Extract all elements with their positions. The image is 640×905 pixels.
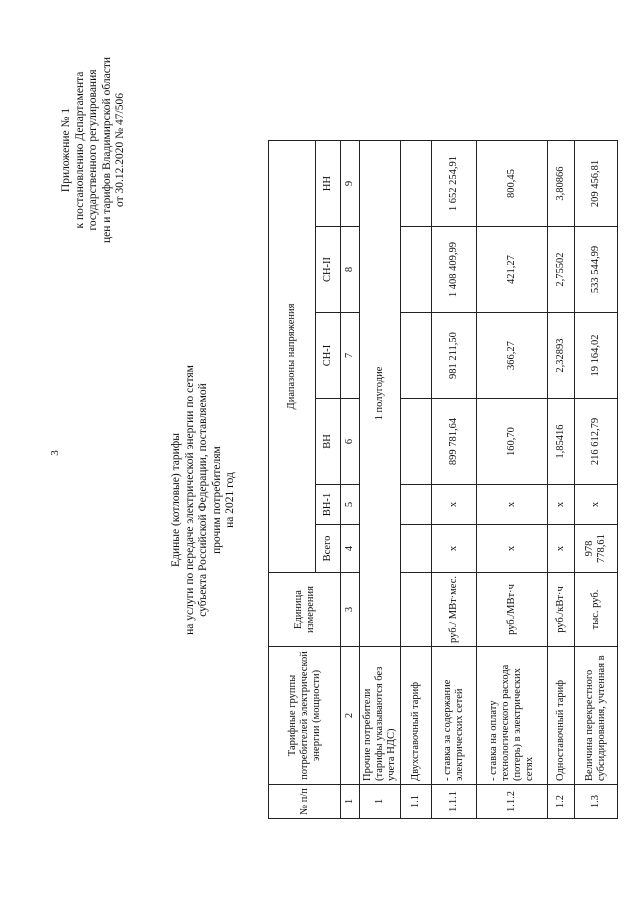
value-cell: 981 211,50	[432, 313, 477, 399]
empty-cell	[401, 313, 432, 399]
title-line: прочим потребителям	[210, 446, 223, 554]
header-ranges: Диапазоны напряжения	[269, 141, 316, 573]
value-cell: 216 612,79	[575, 399, 618, 485]
empty-cell	[401, 141, 432, 227]
empty-cell	[401, 399, 432, 485]
value-cell: 160,70	[477, 399, 548, 485]
value-cell: x	[548, 525, 575, 573]
page-number: 3	[48, 450, 61, 456]
appendix-line: Приложение № 1	[60, 107, 72, 193]
value-cell: x	[477, 525, 548, 573]
value-cell: x	[575, 485, 618, 525]
table-row	[548, 141, 575, 819]
value-cell: 978 778,61	[575, 525, 618, 573]
header-unit: Единица измерения	[269, 573, 341, 647]
table-row	[401, 141, 432, 819]
appendix-line: к постановлению Департамента	[73, 71, 86, 229]
title-line: Единые (котловые) тарифы	[170, 433, 182, 567]
title-line: на 2021 год	[224, 472, 236, 528]
value-cell: 1 408 409,99	[432, 227, 477, 313]
value-cell: 421,27	[477, 227, 548, 313]
column-number: 3	[341, 573, 360, 647]
appendix-note	[60, 35, 128, 265]
value-cell: x	[548, 485, 575, 525]
value-cell: 1,85416	[548, 399, 575, 485]
value-cell: 533 544,99	[575, 227, 618, 313]
header-col: СН-II	[316, 227, 341, 313]
row-num: 1	[360, 785, 401, 819]
table-row	[432, 141, 477, 819]
title-line: субъекта Российской Федерации, поставляемой	[197, 383, 209, 617]
empty-cell	[401, 573, 432, 647]
column-number: 5	[341, 485, 360, 525]
table-row	[360, 141, 401, 819]
row-num: 1.3	[575, 785, 618, 819]
column-number: 2	[341, 647, 360, 785]
value-cell: x	[432, 485, 477, 525]
appendix-line: цен и тарифов Владимирской области	[100, 56, 113, 244]
value-cell: x	[432, 525, 477, 573]
value-cell: 3,80866	[548, 141, 575, 227]
header-col: Всего	[316, 525, 341, 573]
row-num: 1.1.1	[432, 785, 477, 819]
value-cell: 2,32893	[548, 313, 575, 399]
row-num: 1.1.2	[477, 785, 548, 819]
column-number: 9	[341, 141, 360, 227]
column-number-row	[341, 141, 360, 819]
row-name: - ставка на оплату технологического расхода (потерь) в электрических сетях	[477, 647, 548, 785]
appendix-line: от 30.12.2020 № 47/506	[114, 93, 126, 207]
tariff-table	[268, 140, 618, 819]
table-header-row	[269, 141, 316, 819]
period-label: 1 полугодие	[360, 141, 401, 647]
value-cell: 19 164,02	[575, 313, 618, 399]
column-number: 7	[341, 313, 360, 399]
header-group: Тарифные группы потребителей электрической энергии (мощности)	[269, 647, 341, 785]
row-unit: тыс. руб.	[575, 573, 618, 647]
empty-cell	[401, 485, 432, 525]
row-name: Одноставочный тариф	[548, 647, 575, 785]
header-col: НН	[316, 141, 341, 227]
header-col: ВН-1	[316, 485, 341, 525]
value-cell: 366,27	[477, 313, 548, 399]
empty-cell	[401, 525, 432, 573]
value-cell: 800,45	[477, 141, 548, 227]
header-col: СН-I	[316, 313, 341, 399]
value-cell: 209 456,81	[575, 141, 618, 227]
row-name: - ставка за содержание электрических сетей	[432, 647, 477, 785]
value-cell: 899 781,64	[432, 399, 477, 485]
row-num: 1.2	[548, 785, 575, 819]
row-num: 1.1	[401, 785, 432, 819]
table-row	[575, 141, 618, 819]
row-unit: руб./ МВт·мес.	[432, 573, 477, 647]
header-col: ВН	[316, 399, 341, 485]
title-line: на услуги по передаче электрической энергии по сетям	[183, 365, 196, 635]
empty-cell	[401, 227, 432, 313]
row-unit: руб./МВт·ч	[477, 573, 548, 647]
value-cell: 2,75502	[548, 227, 575, 313]
row-name: Величина перекрестного субсидирования, учтенная в	[575, 647, 618, 785]
row-unit: руб./кВт·ч	[548, 573, 575, 647]
value-cell: 1 652 254,91	[432, 141, 477, 227]
table-row	[477, 141, 548, 819]
column-number: 1	[341, 785, 360, 819]
header-num: № п/п	[269, 785, 341, 819]
value-cell: x	[477, 485, 548, 525]
row-name: Прочие потребители (тарифы указываются без учета НДС)	[360, 647, 401, 785]
column-number: 6	[341, 399, 360, 485]
column-number: 8	[341, 227, 360, 313]
column-number: 4	[341, 525, 360, 573]
document-title	[170, 335, 238, 665]
appendix-line: государственного регулирования	[87, 69, 99, 231]
row-name: Двухставочный тариф	[401, 647, 432, 785]
